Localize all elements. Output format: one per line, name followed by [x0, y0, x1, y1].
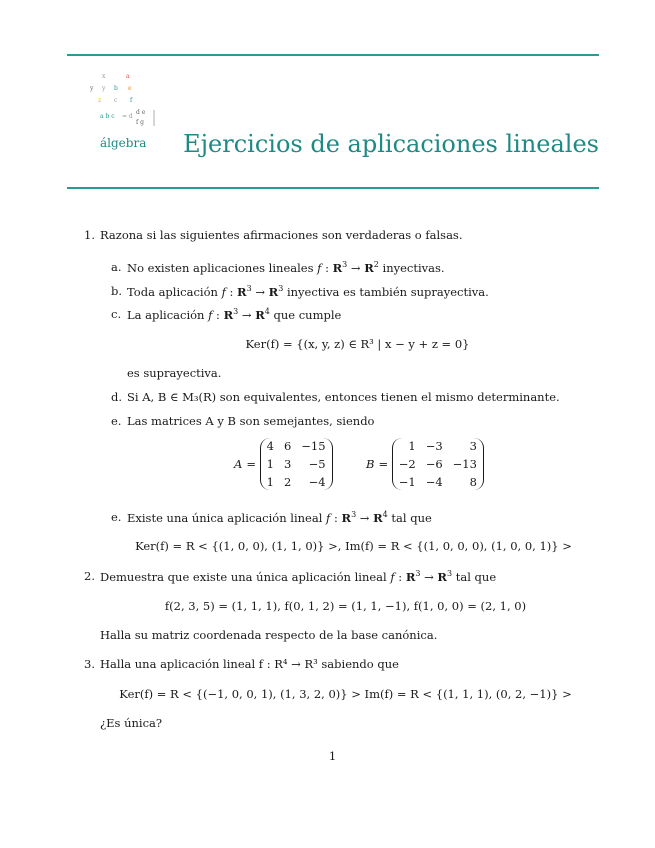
- ex1d-text: Si A, B ∈ M₃(R) son equivalentes, entonces tienen el mismo determinante.: [127, 390, 560, 404]
- ex3-number: 3.: [84, 657, 95, 671]
- matrix-b-block: B = 1 −3 3 −2 −6 −13 −1 −4 8: [366, 438, 484, 490]
- ex1e2-formula: Ker(f) = R < {(1, 0, 0), (1, 1, 0)} >, Im(f) = R < {(1, 0, 0, 0), (1, 0, 0, 1)} >: [135, 539, 572, 553]
- ex2-formula: f(2, 3, 5) = (1, 1, 1), f(0, 1, 2) = (1, 1, −1), f(1, 0, 0) = (2, 1, 0): [164, 599, 527, 613]
- svg-text:a b c: a b c: [100, 113, 115, 120]
- ex1e2-label: e.: [111, 510, 122, 524]
- matrix-a-block: A = 4 6 −15 1 3 −5 1 2 −4: [234, 438, 333, 490]
- ex1b-label: b.: [111, 284, 123, 298]
- ex1-intro: Razona si las siguientes afirmaciones son verdaderas o falsas.: [100, 228, 463, 242]
- ex1c-pre: La aplicación: [127, 308, 205, 322]
- ex2-text: Demuestra que existe una única aplicación lineal f : $R^3 \to R^3$ tal que: [100, 569, 497, 584]
- ex1a-pre: No existen aplicaciones lineales: [127, 261, 314, 275]
- svg-text:d e: d e: [136, 109, 146, 116]
- svg-text:x: x: [102, 73, 106, 80]
- svg-text:y: y: [90, 85, 94, 92]
- svg-text:b: b: [114, 85, 118, 92]
- ex1-number: 1.: [84, 228, 95, 242]
- svg-text:z: z: [98, 97, 102, 104]
- svg-text:= d: = d: [122, 113, 133, 120]
- ex2-pre: Demuestra que existe una única aplicación lineal: [100, 570, 387, 584]
- ex3-text: Halla una aplicación lineal f : R⁴ → R³ sabiendo que: [100, 657, 399, 671]
- svg-text:e: e: [128, 85, 132, 92]
- page-title: Ejercicios de aplicaciones lineales: [183, 130, 599, 158]
- ex1e2-pre: Existe una única aplicación lineal: [127, 511, 323, 525]
- ex2-post: tal que: [455, 570, 497, 584]
- svg-text:c: c: [114, 97, 118, 104]
- svg-text:f g: f g: [136, 119, 144, 126]
- ex2-after: Halla su matriz coordenada respecto de la base canónica.: [100, 628, 438, 642]
- ex1b-pre: Toda aplicación: [127, 285, 218, 299]
- ex1a-post: inyectivas.: [382, 261, 445, 275]
- ex1c-text: La aplicación f : $R^3 \to R^4$ que cumple: [127, 307, 342, 322]
- ex1b-text: Toda aplicación f : $R^3 \to R^3$ inyectiva es también suprayectiva.: [127, 284, 489, 299]
- logo-wordmark: álgebra: [100, 136, 147, 150]
- header-bottom-rule: [67, 187, 599, 189]
- ex1c-kernel-formula: Ker(f) = {(x, y, z) ∈ R³ | x − y + z = 0}: [245, 337, 470, 351]
- ex1a-label: a.: [111, 260, 122, 274]
- ex1c-after: es suprayectiva.: [127, 366, 222, 380]
- svg-text:f: f: [130, 97, 133, 104]
- ex3-after: ¿Es única?: [100, 716, 163, 730]
- ex1c-label: c.: [111, 307, 122, 321]
- ex1e-label: e.: [111, 414, 122, 428]
- ex1a-text: No existen aplicaciones lineales f : $R^3 \to R^2$ inyectivas.: [127, 260, 445, 275]
- ex1d-label: d.: [111, 390, 123, 404]
- ex1e2-text: Existe una única aplicación lineal f : $R^3 \to R^4$ tal que: [127, 510, 432, 525]
- svg-text:y: y: [102, 85, 106, 92]
- ex3-formula: Ker(f) = R < {(−1, 0, 0, 1), (1, 3, 2, 0)} > Im(f) = R < {(1, 1, 1), (0, 2, −1)} >: [119, 687, 572, 701]
- ex1b-post: inyectiva es también suprayectiva.: [286, 285, 489, 299]
- ex1e2-post: tal que: [391, 511, 432, 525]
- matrix-b: 1 −3 3 −2 −6 −13 −1 −4 8: [392, 438, 484, 490]
- svg-text:a: a: [126, 73, 130, 80]
- ex1e-text: Las matrices A y B son semejantes, siendo: [127, 414, 375, 428]
- top-rule: [67, 54, 599, 56]
- page-number: 1: [328, 749, 337, 763]
- ex1c-post: que cumple: [273, 308, 342, 322]
- matrix-a: 4 6 −15 1 3 −5 1 2 −4: [260, 438, 333, 490]
- ex2-number: 2.: [84, 569, 95, 583]
